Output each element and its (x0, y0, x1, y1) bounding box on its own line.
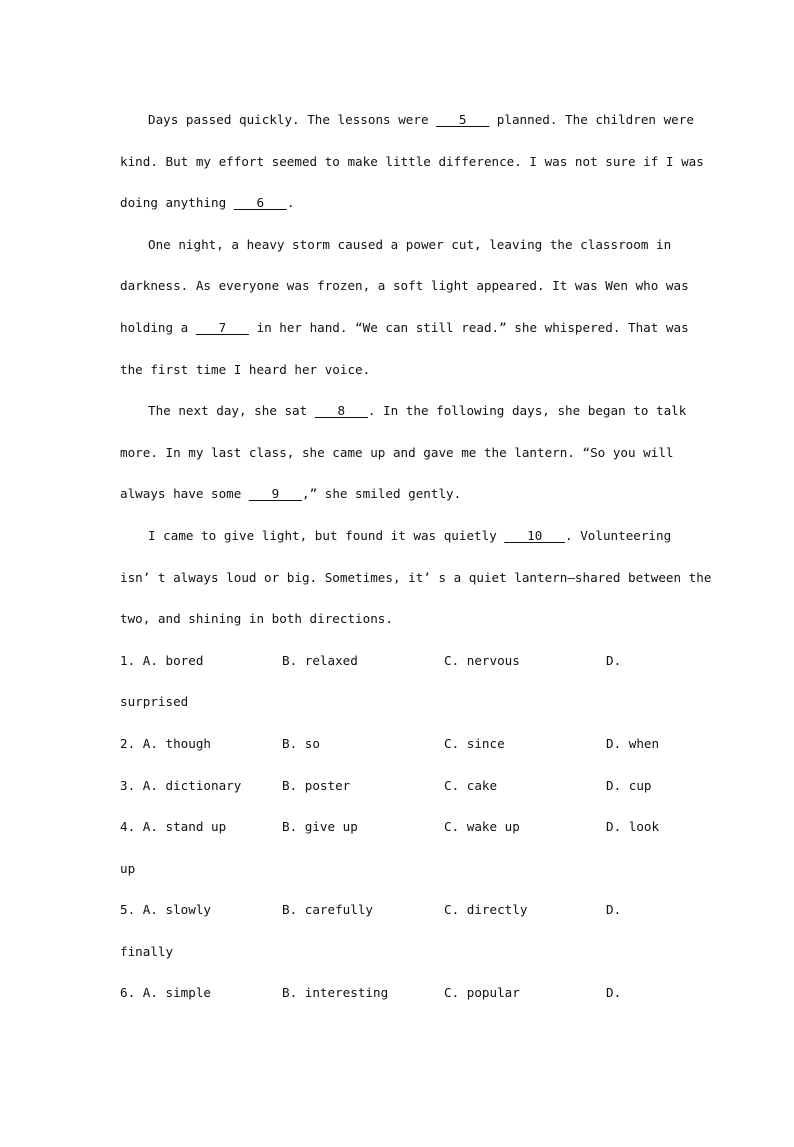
option-b: B. carefully (282, 902, 373, 918)
question-6 (120, 979, 680, 1021)
text: Days passed quickly. The lessons were (148, 112, 437, 127)
blank-5: ___5___ (436, 112, 490, 127)
paragraph-3-line-1 (120, 397, 687, 439)
paragraph-1-line-1 (120, 106, 694, 148)
option-b: B. relaxed (282, 652, 358, 668)
text: . Volunteering (565, 527, 672, 543)
question-5-wrap: finally (120, 943, 174, 959)
text: in her hand. “We can still read.” she whispered. That was (248, 319, 689, 335)
question-2 (120, 730, 680, 772)
text: . (286, 195, 295, 211)
blank-8: ___8___ (314, 403, 368, 419)
text: always have some (120, 486, 249, 502)
option-c: C. directly (444, 902, 528, 918)
option-d: D. (606, 902, 622, 918)
option-d: D. (606, 652, 622, 668)
blank-9: ___9___ (248, 486, 302, 502)
option-c: C. nervous (444, 652, 520, 668)
option-b: B. poster (282, 777, 351, 793)
paragraph-1-line-2: kind. But my effort seemed to make little difference. I was not sure if I was (120, 153, 704, 169)
option-a: 4. A. stand up (120, 819, 227, 835)
question-1 (120, 647, 680, 689)
option-d: D. (606, 985, 622, 1001)
text: doing anything (120, 195, 234, 211)
question-3 (120, 772, 680, 814)
option-d: D. look (606, 819, 660, 835)
text: planned. The children were (489, 112, 694, 127)
paragraph-1-line-3 (120, 189, 680, 231)
question-4 (120, 813, 680, 855)
option-b: B. so (282, 735, 320, 751)
option-d: D. cup (606, 777, 652, 793)
text: The next day, she sat (148, 403, 315, 419)
document-page (120, 106, 712, 1021)
blank-10: ___10___ (504, 527, 566, 543)
paragraph-2-line-1: One night, a heavy storm caused a power cut, leaving the classroom in (148, 236, 672, 252)
paragraph-4-line-3: two, and shining in both directions. (120, 611, 393, 627)
option-c: C. wake up (444, 819, 520, 835)
text: ,” she smiled gently. (301, 486, 462, 502)
option-c: C. cake (444, 777, 498, 793)
paragraph-2-line-3 (120, 314, 689, 356)
paragraph-2-line-4: the first time I heard her voice. (120, 361, 371, 377)
option-a: 6. A. simple (120, 985, 211, 1001)
option-a: 5. A. slowly (120, 902, 211, 918)
option-c: C. popular (444, 985, 520, 1001)
option-c: C. since (444, 735, 505, 751)
paragraph-3-line-3 (120, 480, 680, 522)
question-5 (120, 896, 680, 938)
text: holding a (120, 319, 196, 335)
question-4-wrap: up (120, 860, 136, 876)
paragraph-4-line-1 (120, 522, 680, 564)
option-a: 1. A. bored (120, 652, 204, 668)
paragraph-4-line-2: isn’ t always loud or big. Sometimes, it’ s a quiet lantern—shared between the (120, 569, 712, 585)
option-d: D. when (606, 735, 660, 751)
text: I came to give light, but found it was quietly (148, 527, 505, 543)
blank-6: ___6___ (233, 195, 287, 211)
question-1-wrap: surprised (120, 694, 189, 710)
paragraph-3-line-2: more. In my last class, she came up and gave me the lantern. “So you will (120, 444, 674, 460)
blank-7: ___7___ (195, 319, 249, 335)
option-b: B. give up (282, 819, 358, 835)
option-a: 3. A. dictionary (120, 777, 242, 793)
paragraph-2-line-2: darkness. As everyone was frozen, a soft light appeared. It was Wen who was (120, 278, 689, 294)
option-a: 2. A. though (120, 735, 211, 751)
text: . In the following days, she began to talk (367, 403, 687, 419)
option-b: B. interesting (282, 985, 389, 1001)
